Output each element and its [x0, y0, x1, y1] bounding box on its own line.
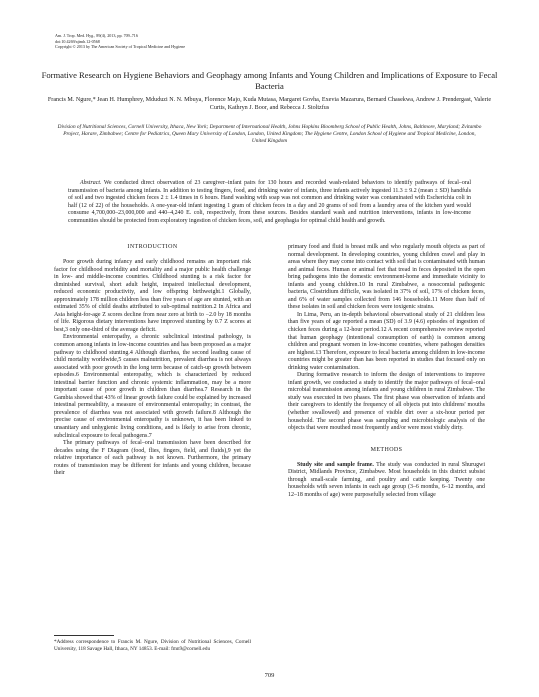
intro-paragraph-1: Poor growth during infancy and early childhood remains an important risk factor for childhood morbidity and mortality and a major public health challenge in low- and middle-income countries. Childhood stunting is a risk factor for diminished survival, short adult height, impaired intellectual development, reduced economic productivity, and low offspring birthweight.1 Globally, approximately 178 million children less than five years of age are stunted, with an estimated 35% of child deaths attributed to sub-optimal nutrition.2 In Africa and Asia height-for-age Z scores decline from near zero at birth to −2.0 by 18 months of life. Rigorous dietary interventions have improved stunting by 0.7 Z scores at best,3 only one-third of the average deficit.: [54, 259, 251, 333]
footnote-rule: [54, 635, 114, 636]
intro-paragraph-2: Environmental enteropathy, a chronic subclinical intestinal pathology, is common among infants in low-income countries and has been proposed as a major pathway to childhood stunting.4 Although diarrhea, the second leading cause of child mortality worldwide,5 causes malnutrition, prevalent diarrhea is not always associated with poor growth in the long term because of catch-up growth between episodes.6 Environmental enteropathy, which is characterized by reduced intestinal barrier function and chronic systemic inflammation, may be a more important cause of poor growth in children than diarrhea.7 Research in the Gambia showed that 43% of linear growth failure could be explained by increased intestinal permeability, a measure of environmental enteropathy; in contrast, the prevalence of diarrhea was not associated with growth failure.8 Although the precise cause of environmental enteropathy is unknown, it has been linked to unsanitary and unhygienic living conditions, and is likely to arise from chronic, subclinical exposure to fecal pathogens.7: [54, 334, 251, 439]
copyright: Copyright © 2013 by The American Society of Tropical Medicine and Hygiene: [55, 44, 186, 50]
journal-header: [55, 33, 185, 50]
right-column: [288, 244, 485, 499]
intro-paragraph-6: During formative research to inform the design of interventions to improve infant growth, we conducted a study to identify the major pathways of fecal–oral microbial transmission among infants and young children in rural Zimbabwe. The study was executed in two phases. The first phase was observation of infants and their caregivers to identify the frequency of all objects put into childrens' mouths (whether swallowed) and presence of visible dirt over a six-hour period per household. The second phase was sampling and microbiologic analysis of the objects that were mouthed most frequently and/or were most visibly dirty.: [288, 372, 485, 432]
methods-text: The study was conducted in rural Shurugwi District, Midlands Province, Zimbabwe. Most households in this district subsist through small-scale farming, and poultry and cattle keeping. Twenty one households with seven infants in each age group (3–6 months, 6–12 months, and 12–18 months of age) were purposefully selected from village: [288, 461, 485, 498]
page-number: 709: [264, 672, 275, 679]
left-column: [54, 244, 251, 478]
paper-title: Formative Research on Hygiene Behaviors and Geophagy among Infants and Young Children and Implications of Exposure to Fecal Bacteria: [41, 70, 498, 91]
section-heading-introduction: INTRODUCTION: [127, 244, 178, 250]
journal-citation: Am. J. Trop. Med. Hyg., 89(4), 2013, pp. 709–716: [55, 33, 138, 38]
methods-paragraph-1: [288, 462, 485, 500]
author-list: Francis M. Ngure,* Jean H. Humphrey, Mduduzi N. N. Mbuya, Florence Majo, Kuda Mutasa, Margaret Govha, Exevia Mazarura, Bernard Chasekwa, Andrew J. Prendergast, Valerie Curtis, Kathryn J. Boor, and Rebecca J. Stoltzfus: [47, 97, 492, 111]
abstract-label: Abstract.: [80, 180, 102, 186]
methods-subheading: Study site and sample frame.: [297, 461, 374, 468]
abstract: [68, 180, 471, 225]
intro-paragraph-5: In Lima, Peru, an in-depth behavioral observational study of 21 children less than five years of age reported a mean (SD) of 3.9 (4.6) episodes of ingestion of chicken feces during a 12-hour period.12 A recent comprehensive review reported that human geophagy (intentional consumption of earth) is common among children and pregnant women in low-income countries, where pathogen densities are highest.13 Therefore, exposure to fecal bacteria among children in low-income countries might be greater than has been reported in studies that focused only on drinking water contamination.: [288, 311, 485, 371]
correspondence-footnote: *Address correspondence to Francis M. Ngure, Division of Nutritional Sciences, Cornell University, 118 Savage Hall, Ithaca, NY 14853. E-mail: fmn9@cornell.edu: [54, 639, 251, 652]
abstract-text: We conducted direct observation of 23 caregiver–infant pairs for 130 hours and recorded wash-related behaviors to identify pathways of fecal–oral transmission of bacteria among infants. In addition to testing fingers, food, and drinking water of infants, three infants actively ingested 11.3 ± 9.2 (mean ± SD) handfuls of soil and two ingested chicken feces 2 ± 1.4 times in 6 hours. Hand washing with soap was not common and drinking water was contaminated with Escherichia coli in half (12 of 22) of the households. A one-year-old infant ingesting 1 gram of chicken feces in a day and 20 grams of soil from a laundry area of the kitchen yard would consume 4,700,000–23,000,000 and 440–4,240 E. coli, respectively, from these sources. Besides standard wash and nutrition interventions, infants in low-income communities should be protected from exploratory ingestion of chicken feces, soil, and geophagia for optimal child health and growth.: [68, 180, 472, 224]
section-heading-methods: METHODS: [370, 446, 403, 453]
intro-paragraph-4: primary food and fluid is breast milk and who regularly mouth objects as part of normal development. In developing countries, young children crawl and play in areas where they may come into contact with soil that is contaminated with human and animal feces. Human or animal feet that tread in feces deposited in the open bring pathogens into the domestic environment-home and immediate vicinity to infants and young children.10 In rural Zimbabwe, a nosocomial pathogenic bacteria, Clostridium difficile, was isolated in 37% of soil, 17% of chicken feces, and 6% of water samples collected from 146 households.11 More than half of these isolates in soil and chicken feces were toxigenic strains.: [288, 244, 485, 311]
affiliations: Division of Nutritional Sciences, Cornell University, Ithaca, New York; Department of International Health, Johns Hopkins Bloomberg School of Public Health, Johns, Baltimore, Maryland; Zvitambo Project, Harare, Zimbabwe; Centre for Pediatrics, Queen Mary University of London, London, United Kingdom; The Hygiene Centre, London School of Hygiene and Tropical Medicine, London, United Kingdom: [57, 124, 482, 145]
intro-paragraph-3: The primary pathways of fecal–oral transmission have been described for decades using the F Diagram (food, flies, fingers, field, and fluids),9 yet the relative importance of each pathway is not known. Furthermore, the primary routes of transmission may be different for infants and young children, because their: [54, 440, 251, 477]
doi: doi:10.4269/ajtmh.12-0568: [55, 38, 100, 44]
